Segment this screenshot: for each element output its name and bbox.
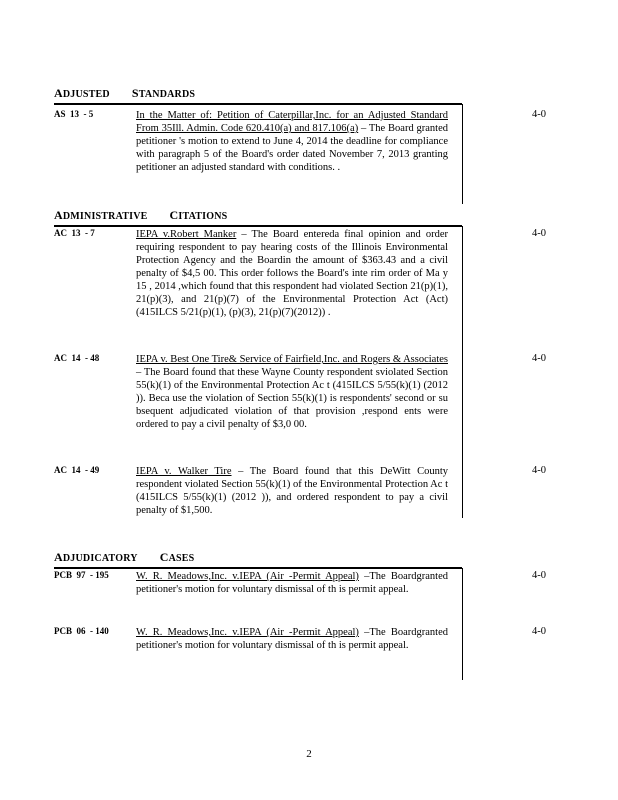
vote-count: 4-0 (532, 465, 546, 476)
case-body: – The Board entereda final opinion and order requiring respondent to pay hearing costs of the Illinois Environmental Protection Agency and the Boardin the amount of $363.43 and a civil penalty of $4,5 00. This order follows the Board's inte rim order of Ma y 15 , 2014 ,which found that this respondent had violated Section 21(p)(1), 21(p)(3), and 21(p)(7) of the Environmental Protection Act (Act) (415ILCS 5/21(p)(1), (p)(3), 21(p)(7)(2012)) . (136, 229, 448, 318)
section-heading-adjudicatory-cases: ADJUDICATORY CASES (54, 550, 195, 564)
vote-count: 4-0 (532, 228, 546, 239)
case-number: AC 14 - 48 (54, 353, 100, 363)
vote-count: 4-0 (532, 570, 546, 581)
case-description (136, 465, 448, 517)
case-number: AC 14 - 49 (54, 465, 100, 475)
case-body: –The Boardgranted petitioner's motion for voluntary dismissal of th is permit appeal. (136, 571, 448, 595)
vote-count: 4-0 (532, 353, 546, 364)
page-number: 2 (306, 748, 312, 760)
case-number: AS 13 - 5 (54, 109, 94, 119)
case-title: IEPA v.Robert Manker (136, 229, 237, 240)
case-body: – The Board found that these Wayne County respondent sviolated Section 55(k)(1) of the Environmental Protection Ac t (415ILCS 5/55(k)(1) (2012 )). Beca use the violation of Section 55(k)(1) is respondents' second or su bsequent adjudicated violation of that provision ,respond ents were ordered to pay a civil penalty of $3,0 00. (136, 367, 448, 430)
case-number: PCB 06 - 140 (54, 626, 109, 636)
case-title: W. R. Meadows,Inc. v.IEPA (Air -Permit Appeal) (136, 571, 359, 582)
vote-count: 4-0 (532, 109, 546, 120)
section-heading-administrative-citations: ADMINISTRATIVE CITATIONS (54, 208, 228, 222)
case-number: AC 13 - 7 (54, 228, 95, 238)
case-number: PCB 97 - 195 (54, 570, 109, 580)
column-divider (462, 104, 463, 204)
case-description (136, 626, 448, 652)
case-title: W. R. Meadows,Inc. v.IEPA (Air -Permit Appeal) (136, 627, 359, 638)
case-description (136, 228, 448, 319)
case-title: IEPA v. Walker Tire (136, 466, 232, 477)
case-body: –The Boardgranted petitioner's motion for voluntary dismissal of th is permit appeal. (136, 627, 448, 651)
case-title: IEPA v. Best One Tire& Service of Fairfield,Inc. and Rogers & Associates (136, 354, 448, 365)
case-description (136, 570, 448, 596)
case-title: In the Matter of: Petition of Caterpillar,Inc. for an Adjusted Standard From 35Ill. Admin. Code 620.410(a) and 817.106(a) (136, 110, 448, 134)
case-body: – The Board granted petitioner 's motion to extend to June 4, 2014 the deadline for compliance with paragraph 5 of the Board's order dated November 7, 2013 granting petitioner an adjusted standard with conditions. . (136, 123, 448, 173)
section-rule (54, 567, 462, 569)
case-description (136, 353, 448, 431)
section-heading-adjusted-standards: ADJUSTED STANDARDS (54, 86, 196, 100)
column-divider (462, 226, 463, 518)
case-body: – The Board found that this DeWitt County respondent violated Section 55(k)(1) of the Environmental Protection Ac t (415ILCS 5/55(k)(1) (2012 )), and ordered respondent to pay a civil penalty of $1,500. (136, 466, 448, 516)
vote-count: 4-0 (532, 626, 546, 637)
column-divider (462, 568, 463, 680)
section-rule (54, 103, 462, 105)
case-description (136, 109, 448, 174)
section-rule (54, 225, 462, 227)
